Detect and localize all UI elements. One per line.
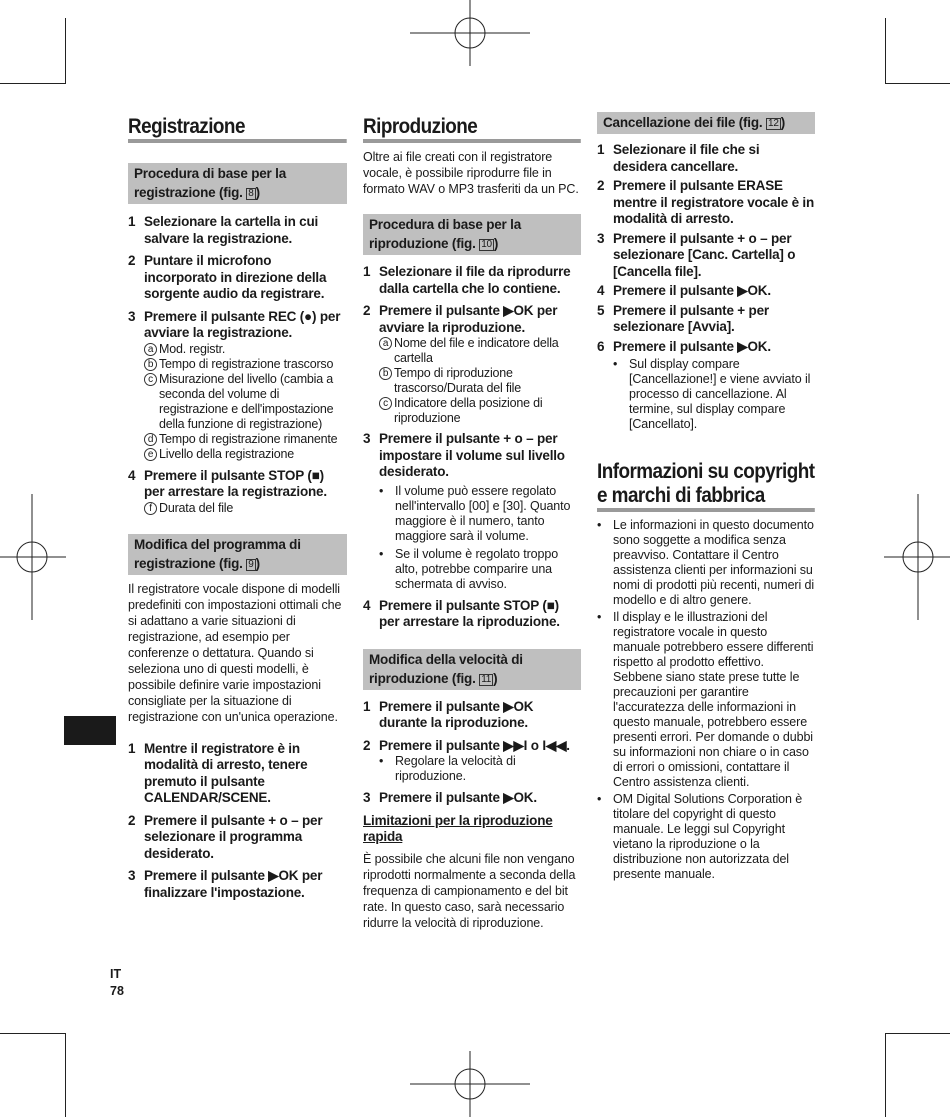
annotation-item: b Tempo di registrazione trascorso [144,357,347,372]
column-cancellazione [597,100,815,882]
step-item: 2 Premere il pulsante ▶OK per avviare la riproduzione. [363,303,558,335]
figure-ref: 8 [248,188,254,199]
annotation-item: e Livello della registrazione [144,447,347,462]
step-item: 3 Premere il pulsante + o – per impostare il volume sul livello desiderato. [363,431,565,479]
figure-ref: 11 [481,673,492,685]
bullet-item: • Se il volume è regolato troppo alto, potrebbe comparire una schermata di avviso. [379,546,559,591]
step-item: 1 Selezionare il file che si desidera cancellare. [597,142,760,174]
registration-mark-bottom [410,1051,530,1117]
crop-mark [65,1033,66,1117]
annotation-item: f Durata del file [144,501,347,516]
step-item: 3 Premere il pulsante ▶OK. [363,790,537,805]
subheading-modifica-velocita: Modifica della velocità di riproduzione (fig. 11 ) [363,649,581,690]
paragraph-intro-riproduzione: Oltre ai file creati con il registratore vocale, è possibile riprodurre file in formato WAV o MP3 trasferiti da un PC. [363,150,579,196]
registration-mark-left [0,494,66,620]
bullet-item: • Il display e le illustrazioni del registratore vocale in questo manuale potrebbero essere differenti rispetto al prodotto effettivo. Sebbene siano state prese tutte le precauzioni per garantire l'accuratezza delle informazioni in questo manuale, potrebbero essere presenti errori. Per domande o dubbi su informazioni non chiare o in caso di errori o omissioni, contattare il Centro assistenza clienti. [597,610,814,789]
step-item: 1 Selezionare il file da riprodurre dalla cartella che lo contiene. [363,264,571,296]
step-item: 2 Premere il pulsante + o – per selezionare il programma desiderato. [128,812,323,861]
crop-mark [885,1033,950,1034]
page-footer [110,966,124,1000]
section-title-copyright: Informazioni su copyright e marchi di fabbrica [597,460,815,512]
crop-mark [885,83,950,84]
bullet-item: • Il volume può essere regolato nell'intervallo [00] e [30]. Quanto maggiore è il numero, tanto maggiore sarà il volume. [379,483,571,543]
bullet-item: • OM Digital Solutions Corporation è titolare del copyright di questo manuale. Le leggi sul Copyright vietano la riproduzione o la distribuzione non autorizzata del presente manuale. [597,792,803,881]
step-item: 1 Selezionare la cartella in cui salvare la registrazione. [128,214,319,246]
page-number: 78 [110,984,124,998]
registration-mark-right [884,494,950,620]
annotation-item: b Tempo di riproduzione trascorso/Durata del file [379,366,581,396]
annotation-item: d Tempo di registrazione rimanente [144,432,347,447]
paragraph-limitazioni: È possibile che alcuni file non vengano riprodotti normalmente a seconda della frequenza di campionamento e del bit rate. In questo caso, sarà necessario ridurre la velocità di riproduzione. [363,851,576,930]
crop-mark [0,83,66,84]
bullet-item: • Le informazioni in questo documento sono soggette a modifica senza preavviso. Contattare il Centro assistenza clienti per informazioni su nomi di prodotti più recenti, numeri di modello e di altro genere. [597,518,815,607]
column-riproduzione [363,100,581,931]
step-item: 4 Premere il pulsante STOP (■) per arrestare la registrazione. [128,467,327,499]
section-title-registrazione: Registrazione [128,115,347,143]
step-item: 2 Premere il pulsante ▶▶I o I◀◀. [363,737,570,753]
subheading-cancellazione: Cancellazione dei file (fig. 12 ) [597,112,815,134]
annotation-item: c Indicatore della posizione di riproduzione [379,396,581,426]
step-item: 3 Premere il pulsante + o – per selezionare [Canc. Cartella] o [Cancella file]. [597,230,796,279]
crop-mark [65,18,66,84]
section-title-riproduzione: Riproduzione [363,115,581,143]
step-item: 2 Puntare il microfono incorporato in direzione della sorgente audio da registrare. [128,253,327,301]
step-item: 2 Premere il pulsante ERASE mentre il registratore vocale è in modalità di arresto. [597,178,815,226]
crop-mark [885,1033,886,1117]
bullet-item: • Regolare la velocità di riproduzione. [379,754,516,783]
step-item: 1 Mentre il registratore è in modalità di arresto, tenere premuto il pulsante CALENDAR/SCENE. [128,740,308,805]
step-item: 1 Premere il pulsante ▶OK durante la riproduzione. [363,698,534,730]
paragraph-programmi: Il registratore vocale dispone di modelli predefiniti con impostazioni ottimali che si adattano a varie situazioni di registrazione, ad esempio per conferenze o dettatura. Quando si seleziona uno di questi modelli, è possibile definire varie impostazioni consigliate per la situazione di registrazione con un'unica operazione. [128,581,342,724]
crop-mark [885,18,886,84]
figure-ref: 9 [248,558,254,570]
annotation-item: c Misurazione del livello (cambia a seconda del volume di registrazione e dell'impostazione della funzione di registrazione) [144,372,347,432]
subheading-procedura-registrazione: Procedura di base per la registrazione (fig. 8 ) [128,163,347,204]
annotation-item: a Nome del file e indicatore della cartella [379,336,581,366]
crop-mark [0,1033,66,1034]
figure-ref: 12 [767,118,779,129]
figure-ref: 10 [481,239,492,250]
step-item: 4 Premere il pulsante ▶OK. [597,283,771,298]
annotation-item: a Mod. registr. [144,342,347,357]
step-item: 6 Premere il pulsante ▶OK. [597,338,771,354]
section-tab-marker [64,716,116,745]
step-item: 3 Premere il pulsante ▶OK per finalizzare l'impostazione. [128,868,323,900]
language-code: IT [110,967,122,981]
subheading-modifica-programma: Modifica del programma di registrazione (fig. 9 ) [128,534,347,575]
step-item: 5 Premere il pulsante + per selezionare [Avvia]. [597,302,769,334]
step-item: 4 Premere il pulsante STOP (■) per arrestare la riproduzione. [363,597,560,629]
bullet-item: • Sul display compare [Cancellazione!] e viene avviato il processo di cancellazione. Al termine, sul display compare [Cancellato]. [613,357,811,431]
step-item: 3 Premere il pulsante REC (●) per avviare la registrazione. [128,308,341,340]
limitazioni-heading: Limitazioni per la riproduzione rapida [363,812,553,844]
subheading-procedura-riproduzione: Procedura di base per la riproduzione (fig. 10 ) [363,214,581,255]
registration-mark-top [410,0,530,66]
column-registrazione [128,100,347,901]
